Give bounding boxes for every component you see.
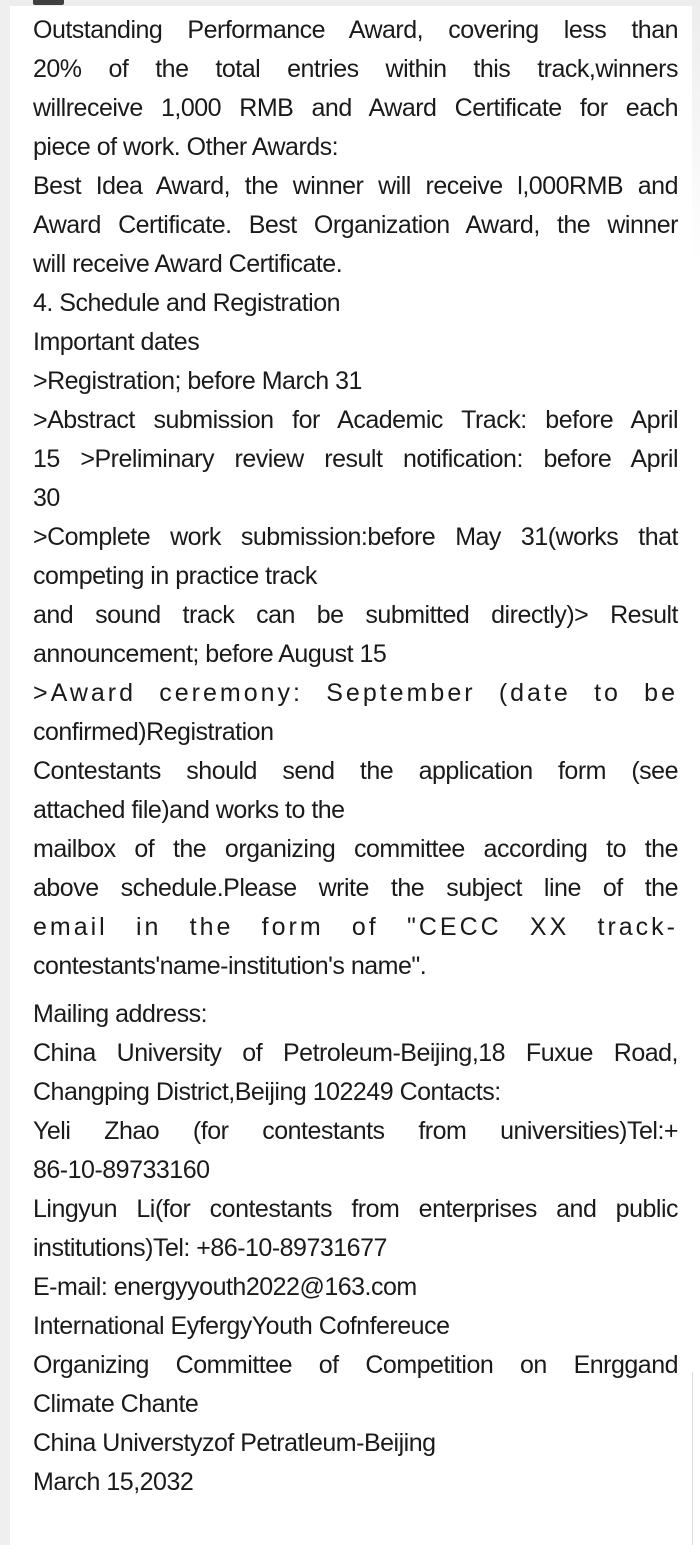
text-line: 15 >Preliminary review result notification: before April bbox=[33, 445, 678, 473]
text-line: competing in practice track bbox=[33, 562, 317, 590]
text-line: >Complete work submission:before May 31(works that bbox=[33, 523, 678, 551]
text-line: Best Idea Award, the winner will receive l,000RMB and bbox=[33, 172, 678, 200]
page-edge-line bbox=[692, 1372, 693, 1545]
page-margin-top bbox=[0, 0, 700, 6]
page-margin-left bbox=[0, 0, 10, 1545]
text-line: announcement; before August 15 bbox=[33, 640, 387, 668]
text-line: contestants'name-institution's name". bbox=[33, 952, 427, 980]
text-line: Yeli Zhao (for contestants from universities)Tel:+ bbox=[33, 1117, 678, 1145]
text-line: Lingyun Li(for contestants from enterprises and public bbox=[33, 1195, 678, 1223]
text-line: piece of work. Other Awards: bbox=[33, 133, 339, 161]
text-line: mailbox of the organizing committee according to the bbox=[33, 835, 678, 863]
text-line: Climate Chante bbox=[33, 1390, 199, 1418]
text-line: International EyfergyYouth Cofnfereuce bbox=[33, 1312, 450, 1340]
text-line: 30 bbox=[33, 484, 60, 512]
text-line: >Award ceremony: September (date to be bbox=[33, 679, 678, 707]
text-line: March 15,2032 bbox=[33, 1468, 194, 1496]
text-line: email in the form of "CECC XX track- bbox=[33, 913, 678, 941]
page-margin-right bbox=[692, 0, 700, 260]
text-line: >Registration; before March 31 bbox=[33, 367, 362, 395]
text-line: China University of Petroleum-Beijing,18 Fuxue Road, bbox=[33, 1039, 678, 1067]
text-line: and sound track can be submitted directly)> Result bbox=[33, 601, 678, 629]
text-line: 20% of the total entries within this track,winners bbox=[33, 55, 678, 83]
text-line: Organizing Committee of Competition on Enrggand bbox=[33, 1351, 678, 1379]
text-line: Outstanding Performance Award, covering less than bbox=[33, 16, 678, 44]
text-line: >Abstract submission for Academic Track: before April bbox=[33, 406, 678, 434]
cut-off-text-fragment bbox=[33, 0, 64, 5]
text-line: 86-10-89733160 bbox=[33, 1156, 210, 1184]
text-line: Mailing address: bbox=[33, 1000, 208, 1028]
document-body bbox=[33, 11, 678, 1502]
text-line: willreceive 1,000 RMB and Award Certificate for each bbox=[33, 94, 678, 122]
text-line: China Universtyzof Petratleum-Beijing bbox=[33, 1429, 436, 1457]
text-line: above schedule.Please write the subject line of the bbox=[33, 874, 678, 902]
text-line: 4. Schedule and Registration bbox=[33, 289, 341, 317]
text-line: Contestants should send the application form (see bbox=[33, 757, 678, 785]
text-line: Important dates bbox=[33, 328, 200, 356]
text-line: E-mail: energyyouth2022@163.com bbox=[33, 1273, 417, 1301]
text-line: confirmed)Registration bbox=[33, 718, 274, 746]
text-line: institutions)Tel: +86-10-89731677 bbox=[33, 1234, 387, 1262]
text-line: will receive Award Certificate. bbox=[33, 250, 343, 278]
text-line: Award Certificate. Best Organization Award, the winner bbox=[33, 211, 678, 239]
text-line: attached file)and works to the bbox=[33, 796, 345, 824]
text-line: Changping District,Beijing 102249 Contacts: bbox=[33, 1078, 501, 1106]
